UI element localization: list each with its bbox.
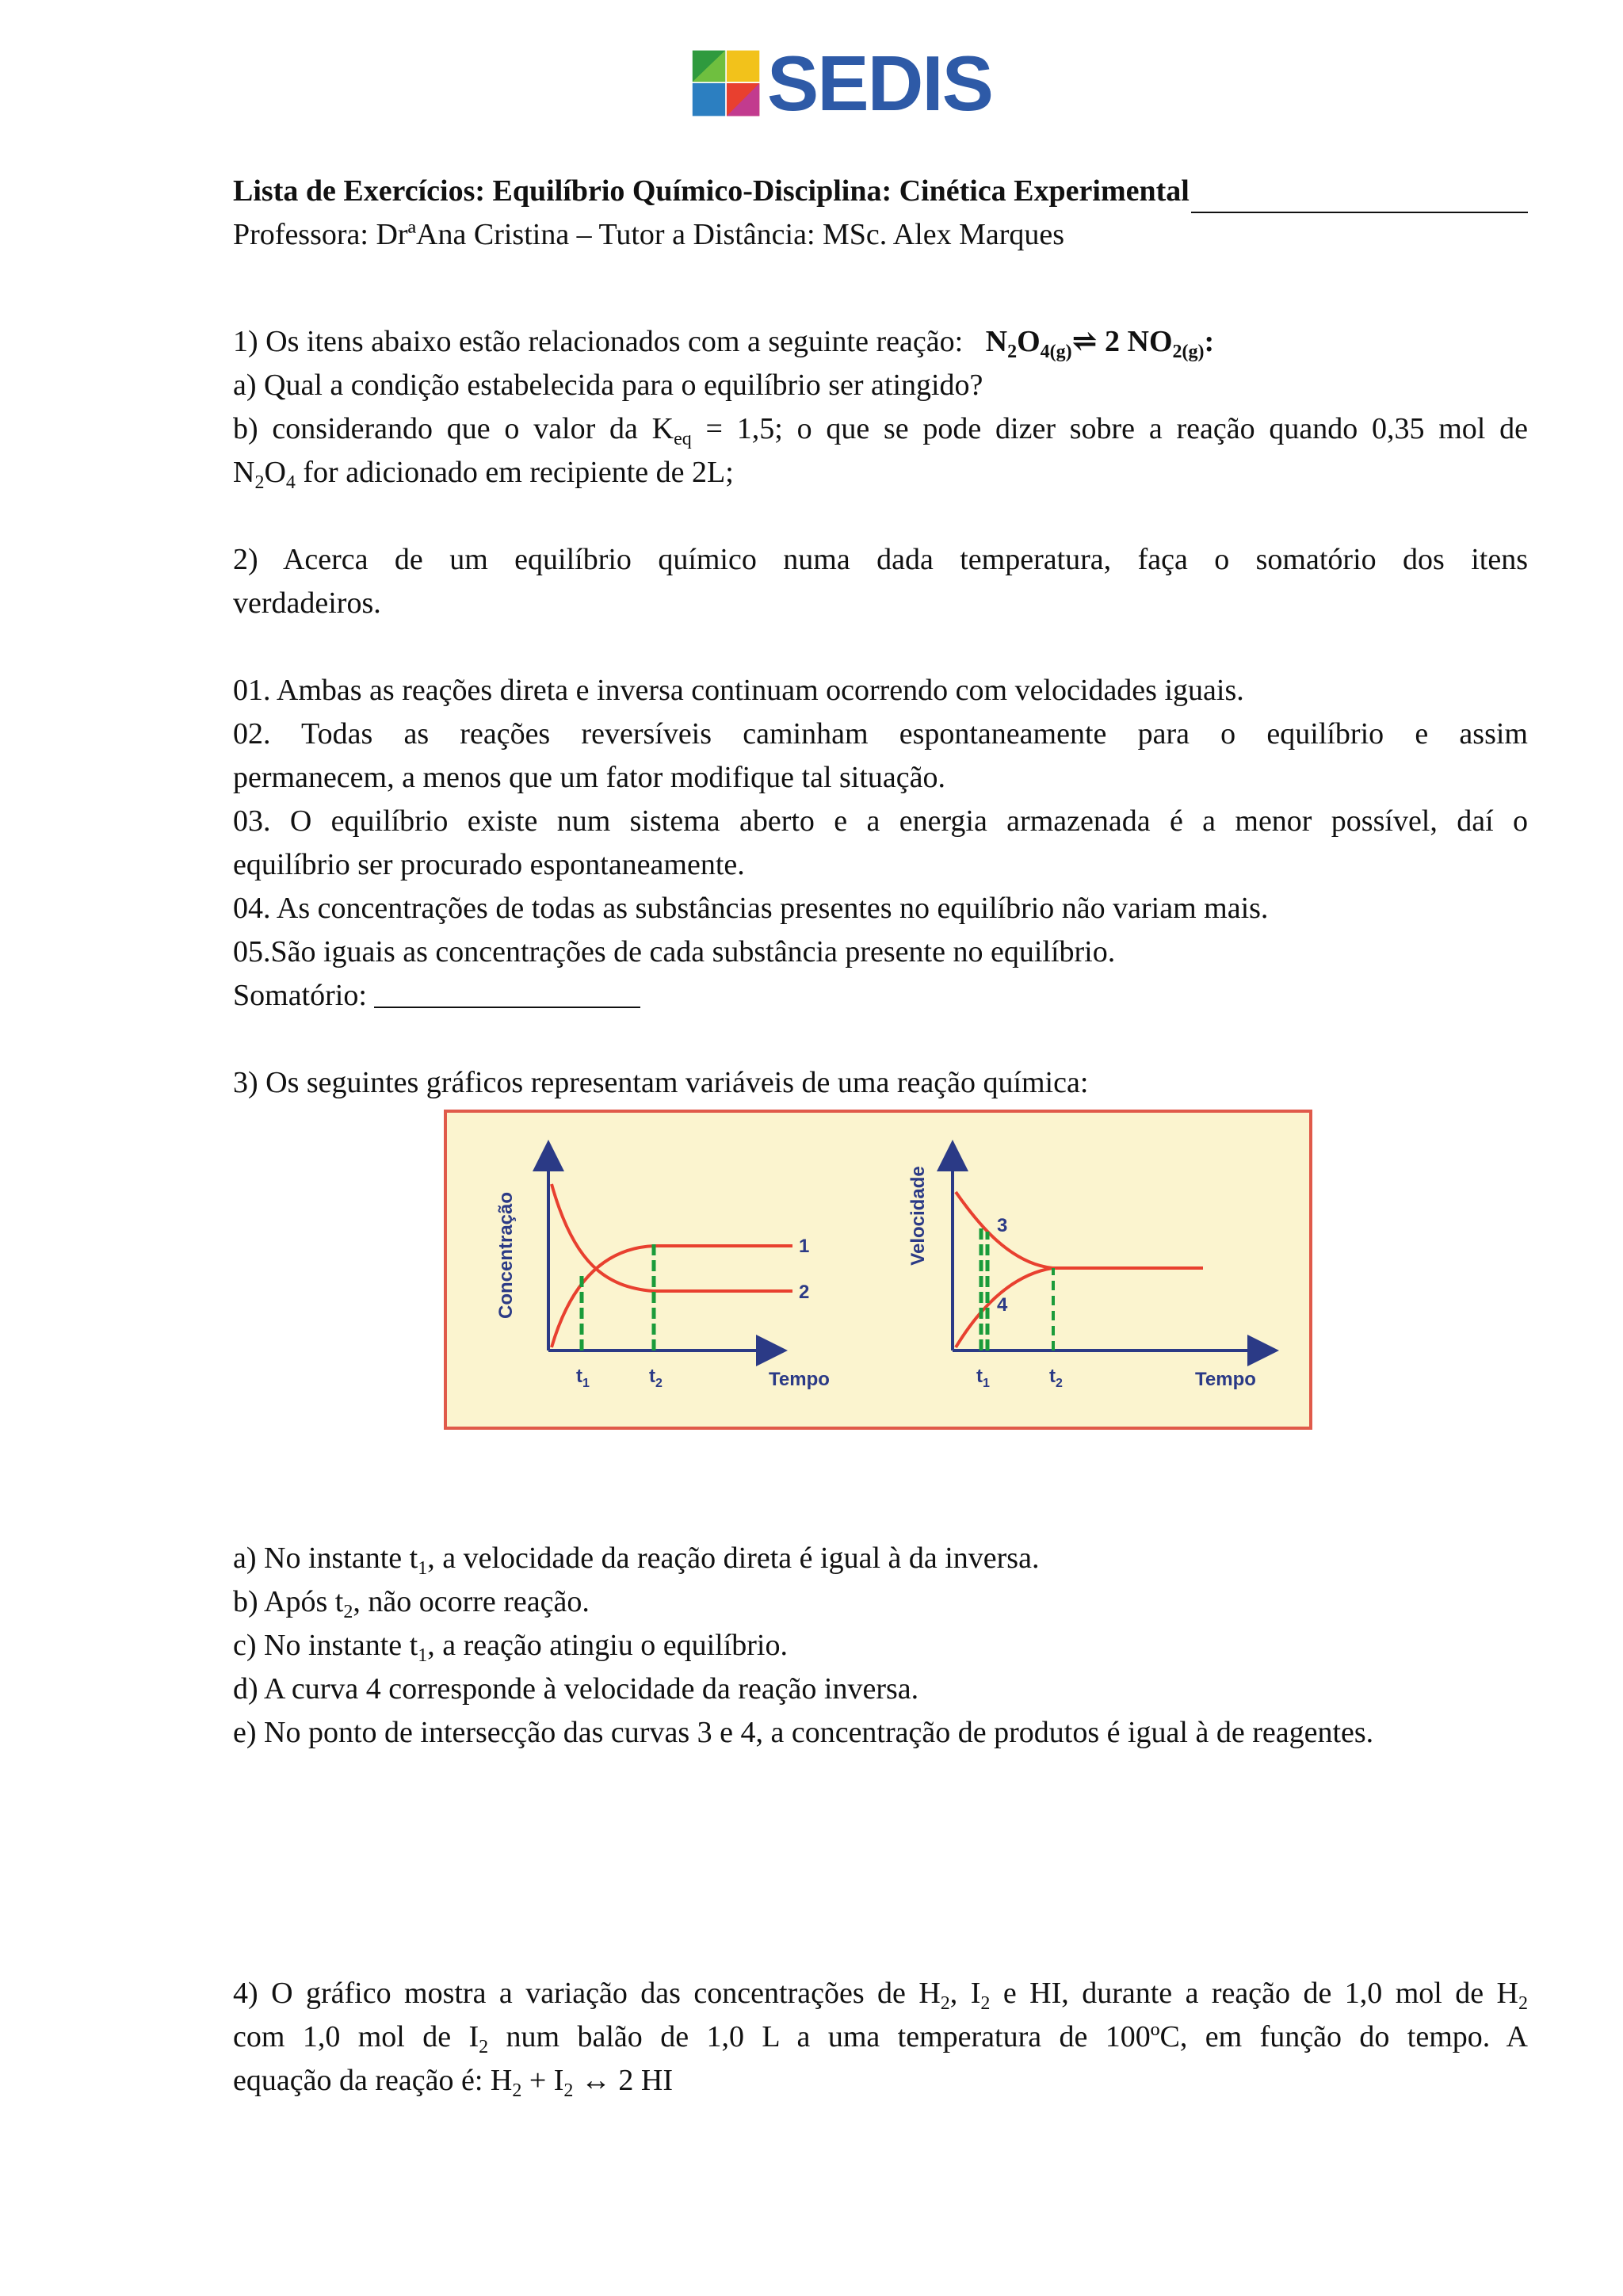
right-y-label: Velocidade [907, 1166, 929, 1266]
q3-item-e: e) No ponto de intersecção das curvas 3 e 4, a concentração de produtos é igual à de reagentes. [233, 1716, 1374, 1749]
q2-item-02: 02. Todas as reações reversíveis caminham espontaneamente para o equilíbrio e assim [233, 717, 1528, 751]
right-t1-label: $t_1$ [976, 1366, 990, 1390]
left-x-label: Tempo [769, 1369, 830, 1390]
header-title: Lista de Exercícios: Equilíbrio Químico-Disciplina: Cinética Experimental [233, 170, 1528, 213]
sedis-logo [691, 40, 992, 127]
q2-item-03: 03. O equilíbrio existe num sistema aberto e a energia armazenada é a menor possível, daí o [233, 804, 1528, 838]
right-t2-label: $t_2$ [1049, 1366, 1063, 1390]
q1-equation: $N_2O_{4(g)}\rightleftharpoons$ 2 $NO_{2(g)}$: [978, 325, 1215, 362]
sedis-logo-icon [691, 45, 762, 121]
q4-block [233, 1972, 1528, 2103]
curve-3-label: 3 [997, 1215, 1008, 1236]
q3-intro: 3) Os seguintes gráficos representam variáveis de uma reação química: [233, 1066, 1089, 1099]
curve-4-label: 4 [997, 1294, 1008, 1316]
header-staff: Professora: DrªAna Cristina – Tutor a Distância: MSc. Alex Marques [233, 218, 1065, 251]
q3-item-b: b) Após $t_2$, não ocorre reação. [233, 1585, 590, 1622]
curve-2-label: 2 [799, 1282, 810, 1303]
q3-item-a: a) No instante $t_1$, a velocidade da reação direta é igual à da inversa. [233, 1541, 1040, 1579]
q2-item-03-cont: equilíbrio ser procurado espontaneamente. [233, 848, 745, 881]
q3-item-d: d) A curva 4 corresponde à velocidade da reação inversa. [233, 1672, 919, 1706]
q2-item-05: 05.São iguais as concentrações de cada substância presente no equilíbrio. [233, 935, 1116, 968]
q2-item-02-cont: permanecem, a menos que um fator modifique tal situação. [233, 761, 946, 794]
q1-intro: 1) Os itens abaixo estão relacionados com a seguinte reação: $N_2O_{4(g)}\rightleftharpoons$ 2 $NO_{2(g)}$: [233, 325, 1215, 362]
reaction-graphs-svg [447, 1113, 1309, 1427]
q2-item-04: 04. As concentrações de todas as substâncias presentes no equilíbrio não variam mais. [233, 892, 1269, 925]
q1-item-b-cont: $N_2O_4$ for adicionado em recipiente de 2L; [233, 456, 734, 493]
q2-sum: Somatório: [233, 974, 1528, 1018]
document-body [233, 170, 1528, 1105]
left-t2-label: $t_2$ [649, 1366, 663, 1390]
title-underline [1191, 180, 1528, 213]
curve-1-label: 1 [799, 1236, 810, 1257]
q1-item-a: a) Qual a condição estabelecida para o equilíbrio ser atingido? [233, 369, 983, 402]
velocity-graph [907, 1156, 1263, 1390]
q1-item-b: b) considerando que o valor da $K_{eq} = 1,5$; o que se pode dizer sobre a reação quando 0,35 mol de [233, 412, 1528, 449]
q2-intro-cont: verdadeiros. [233, 586, 381, 620]
concentration-graph [495, 1156, 830, 1390]
left-y-label: Concentração [495, 1191, 517, 1320]
reaction-graphs-figure [444, 1110, 1312, 1430]
right-x-label: Tempo [1195, 1369, 1256, 1390]
q3-item-c: c) No instante $t_1$, a reação atingiu o equilíbrio. [233, 1629, 788, 1666]
q2-item-01: 01. Ambas as reações direta e inversa continuam ocorrendo com velocidades iguais. [233, 674, 1244, 707]
logo-text: SEDIS [766, 40, 992, 127]
q4-line-3: equação da reação é: $H_2 + I_2$ ↔ 2 HI [233, 2064, 674, 2101]
q4-line-2: com 1,0 mol de $I_2$ num balão de 1,0 L a uma temperatura de 100ºC, em função do tempo. A [233, 2020, 1528, 2057]
q2-intro: 2) Acerca de um equilíbrio químico numa dada temperatura, faça o somatório dos itens [233, 543, 1528, 576]
curve-3-velocity [956, 1192, 1203, 1268]
q4-line-1: 4) O gráfico mostra a variação das concentrações de $H_2$, $I_2$ e HI, durante a reação de 1,0 mol de $H_2$ [233, 1977, 1529, 2014]
sum-answer-blank[interactable] [374, 980, 640, 1008]
left-t1-label: $t_1$ [576, 1366, 590, 1390]
q3-items [233, 1537, 1528, 1755]
